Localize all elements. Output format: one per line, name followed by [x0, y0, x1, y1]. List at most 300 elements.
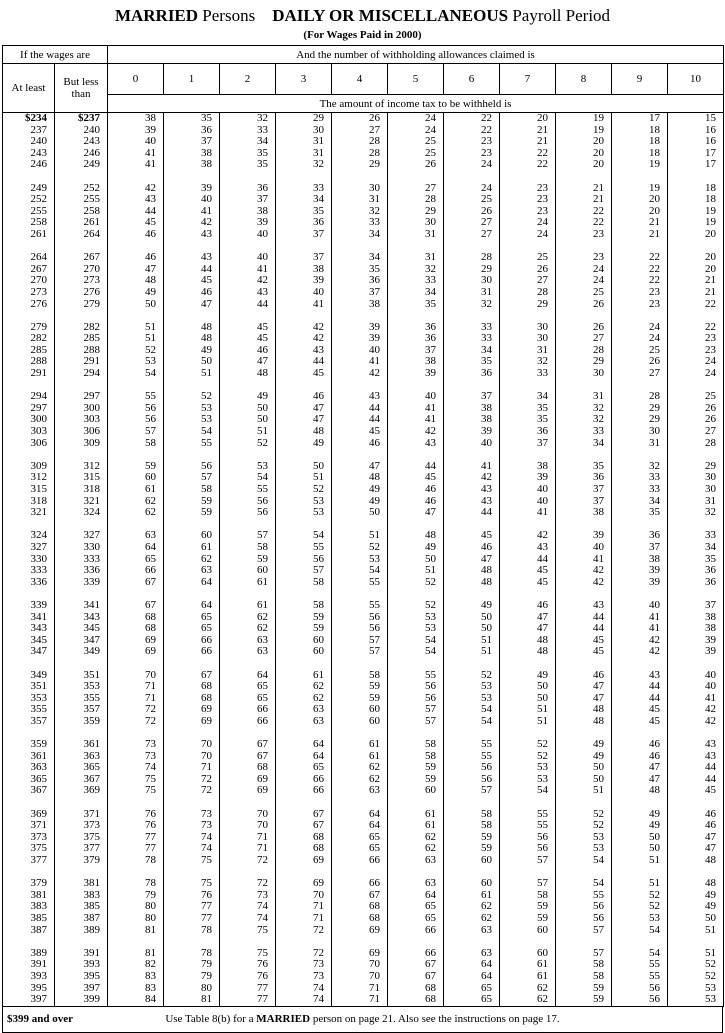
table-row — [164, 646, 219, 658]
cell-withholding-10: 18 — [705, 181, 716, 194]
cell-withholding-1: 77 — [201, 911, 212, 924]
table-row — [276, 577, 331, 589]
cell-at-least: 324 — [30, 529, 47, 542]
table-row — [500, 159, 555, 171]
table-row — [388, 159, 443, 171]
table-row — [108, 739, 163, 751]
cell-withholding-0: 60 — [145, 471, 156, 484]
cell-withholding-4: 33 — [369, 216, 380, 229]
cell-withholding-8: 57 — [593, 923, 604, 936]
cell-at-least: 369 — [30, 807, 47, 820]
cell-withholding-3: 74 — [313, 993, 324, 1006]
cell-withholding-10: 15 — [705, 112, 716, 124]
cell-withholding-5: 65 — [425, 900, 436, 913]
table-row — [108, 229, 163, 241]
cell-at-least: 246 — [30, 158, 47, 171]
cell-but-less-than: 395 — [83, 969, 100, 982]
table-row — [668, 681, 723, 693]
table-row — [444, 287, 499, 299]
cell-withholding-9: 18 — [649, 123, 660, 136]
cell-withholding-7: 24 — [537, 216, 548, 229]
cell-withholding-2: 64 — [257, 668, 268, 681]
cell-withholding-1: 66 — [201, 633, 212, 646]
cell-withholding-5: 57 — [425, 714, 436, 727]
cell-withholding-10: 25 — [705, 390, 716, 403]
table-row — [3, 159, 54, 171]
cell-withholding-9: 22 — [649, 274, 660, 287]
table-row — [164, 600, 219, 612]
cell-withholding-5: 31 — [425, 227, 436, 240]
cell-at-least: $234 — [25, 112, 47, 124]
cell-withholding-5: 24 — [425, 112, 436, 124]
table-row — [276, 623, 331, 635]
table-row — [332, 252, 387, 264]
cell-withholding-10: 51 — [705, 923, 716, 936]
cell-withholding-6: 43 — [481, 483, 492, 495]
cell-withholding-2: 35 — [257, 158, 268, 171]
allowance-column-4 — [332, 113, 388, 1007]
table-row — [276, 646, 331, 658]
cell-withholding-1: 60 — [201, 529, 212, 542]
title-payroll-period: DAILY OR MISCELLANEOUS — [272, 6, 509, 25]
table-row — [388, 565, 443, 577]
cell-withholding-2: 62 — [257, 622, 268, 635]
cell-withholding-2: 66 — [257, 714, 268, 727]
cell-withholding-9: 56 — [649, 993, 660, 1006]
cell-withholding-9: 27 — [649, 367, 660, 380]
cell-withholding-2: 34 — [257, 135, 268, 148]
table-row — [556, 785, 611, 797]
row-spacer — [500, 936, 555, 948]
cell-withholding-1: 59 — [201, 506, 212, 519]
table-row — [500, 542, 555, 554]
cell-withholding-4: 47 — [369, 459, 380, 472]
cell-withholding-5: 59 — [425, 772, 436, 785]
cell-withholding-10: 17 — [705, 158, 716, 171]
table-row — [500, 855, 555, 867]
cell-withholding-5: 33 — [425, 274, 436, 287]
table-row — [612, 716, 667, 728]
cell-but-less-than: 367 — [83, 772, 100, 785]
cell-withholding-0: 77 — [145, 830, 156, 843]
cell-withholding-6: 55 — [481, 749, 492, 762]
cell-withholding-4: 69 — [369, 946, 380, 959]
cell-withholding-6: 63 — [481, 923, 492, 936]
table-row — [55, 252, 107, 264]
cell-withholding-0: 69 — [145, 645, 156, 658]
table-row — [276, 252, 331, 264]
cell-withholding-4: 38 — [369, 297, 380, 310]
cell-withholding-2: 68 — [257, 761, 268, 774]
cell-withholding-4: 44 — [369, 401, 380, 414]
cell-withholding-0: 78 — [145, 854, 156, 866]
cell-withholding-6: 56 — [481, 761, 492, 774]
cell-withholding-2: 51 — [257, 425, 268, 438]
cell-but-less-than: 270 — [83, 262, 100, 275]
table-row — [3, 426, 54, 438]
cell-at-least: 393 — [30, 969, 47, 982]
table-row — [556, 287, 611, 299]
table-row — [220, 681, 275, 693]
cell-withholding-4: 56 — [369, 610, 380, 623]
cell-withholding-3: 63 — [313, 714, 324, 727]
cell-withholding-6: 65 — [481, 981, 492, 994]
table-row — [500, 925, 555, 937]
table-row — [332, 507, 387, 519]
cell-withholding-4: 34 — [369, 227, 380, 240]
cell-at-least: 291 — [30, 367, 47, 380]
cell-withholding-1: 44 — [201, 262, 212, 275]
cell-but-less-than: 327 — [83, 529, 100, 542]
table-row — [164, 994, 219, 1006]
table-row — [612, 623, 667, 635]
table-row — [444, 159, 499, 171]
cell-withholding-7: 49 — [537, 668, 548, 681]
table-row — [55, 542, 107, 554]
cell-withholding-3: 39 — [313, 274, 324, 287]
cell-withholding-4: 61 — [369, 738, 380, 751]
cell-withholding-9: 22 — [649, 251, 660, 264]
table-row — [276, 681, 331, 693]
cell-withholding-4: 36 — [369, 274, 380, 287]
table-row — [556, 159, 611, 171]
table-row — [612, 194, 667, 206]
cell-withholding-7: 41 — [537, 506, 548, 519]
cell-but-less-than: 389 — [83, 923, 100, 936]
cell-withholding-2: 55 — [257, 483, 268, 495]
table-row — [388, 484, 443, 496]
cell-withholding-5: 67 — [425, 969, 436, 982]
cell-withholding-10: 30 — [705, 471, 716, 484]
cell-withholding-2: 32 — [257, 112, 268, 124]
cell-withholding-7: 24 — [537, 227, 548, 240]
cell-withholding-5: 64 — [425, 888, 436, 901]
cell-withholding-4: 68 — [369, 911, 380, 924]
cell-at-least: 276 — [30, 297, 47, 310]
table-row — [276, 484, 331, 496]
cell-withholding-4: 70 — [369, 958, 380, 971]
table-row — [668, 855, 723, 867]
allowance-column-3 — [276, 113, 332, 1007]
cell-withholding-2: 61 — [257, 598, 268, 611]
cell-at-least: 255 — [30, 204, 47, 217]
table-row — [388, 438, 443, 450]
table-row — [332, 577, 387, 589]
row-spacer — [108, 936, 163, 948]
table-row — [108, 785, 163, 797]
cell-withholding-10: 52 — [705, 958, 716, 971]
cell-but-less-than: 276 — [83, 285, 100, 298]
cell-withholding-6: 62 — [481, 900, 492, 913]
cell-withholding-0: 59 — [145, 459, 156, 472]
cell-withholding-6: 38 — [481, 401, 492, 414]
row-spacer — [612, 171, 667, 183]
table-row — [444, 194, 499, 206]
cell-withholding-1: 40 — [201, 193, 212, 206]
cell-withholding-7: 57 — [537, 877, 548, 890]
cell-but-less-than: 347 — [83, 633, 100, 646]
table-row — [55, 600, 107, 612]
cell-at-least: 397 — [30, 993, 47, 1006]
cell-withholding-1: 73 — [201, 807, 212, 820]
row-spacer — [668, 658, 723, 670]
cell-at-least: 294 — [30, 390, 47, 403]
cell-withholding-7: 52 — [537, 738, 548, 751]
cell-withholding-5: 50 — [425, 552, 436, 565]
table-row — [388, 623, 443, 635]
cell-but-less-than: 336 — [83, 564, 100, 577]
cell-withholding-0: 83 — [145, 981, 156, 994]
cell-at-least: 315 — [30, 483, 47, 495]
cell-withholding-8: 55 — [593, 888, 604, 901]
table-row — [108, 959, 163, 971]
cell-withholding-0: 39 — [145, 123, 156, 136]
cell-withholding-5: 32 — [425, 262, 436, 275]
table-row — [276, 994, 331, 1006]
table-row — [332, 565, 387, 577]
cell-withholding-2: 75 — [257, 946, 268, 959]
cell-withholding-5: 28 — [425, 193, 436, 206]
cell-but-less-than: 343 — [83, 610, 100, 623]
table-row — [55, 507, 107, 519]
table-row — [164, 971, 219, 983]
cell-withholding-6: 32 — [481, 297, 492, 310]
cell-withholding-10: 42 — [705, 703, 716, 716]
cell-withholding-7: 53 — [537, 761, 548, 774]
cell-withholding-6: 51 — [481, 645, 492, 658]
cell-but-less-than: $237 — [78, 112, 100, 124]
table-row — [276, 507, 331, 519]
cell-withholding-5: 25 — [425, 146, 436, 159]
cell-at-least: 303 — [30, 425, 47, 438]
cell-but-less-than: 383 — [83, 888, 100, 901]
cell-withholding-2: 74 — [257, 911, 268, 924]
cell-withholding-1: 43 — [201, 227, 212, 240]
cell-withholding-3: 58 — [313, 598, 324, 611]
cell-withholding-4: 28 — [369, 135, 380, 148]
cell-withholding-7: 23 — [537, 193, 548, 206]
cell-withholding-3: 37 — [313, 227, 324, 240]
table-row — [164, 113, 219, 125]
table-row — [500, 600, 555, 612]
cell-withholding-8: 51 — [593, 784, 604, 797]
cell-withholding-1: 51 — [201, 367, 212, 380]
cell-withholding-10: 43 — [705, 738, 716, 751]
cell-withholding-2: 77 — [257, 981, 268, 994]
cell-withholding-0: 52 — [145, 343, 156, 356]
table-row — [3, 959, 54, 971]
cell-withholding-9: 50 — [649, 830, 660, 843]
cell-withholding-2: 50 — [257, 413, 268, 426]
cell-withholding-8: 37 — [593, 483, 604, 495]
cell-but-less-than: 315 — [83, 471, 100, 484]
table-row — [500, 623, 555, 635]
cell-withholding-3: 49 — [313, 436, 324, 449]
if-wages-header: If the wages are — [3, 46, 108, 64]
cell-at-least: 349 — [30, 668, 47, 681]
cell-withholding-6: 48 — [481, 564, 492, 577]
cell-withholding-10: 39 — [705, 633, 716, 646]
cell-withholding-6: 50 — [481, 610, 492, 623]
cell-withholding-9: 51 — [649, 854, 660, 866]
cell-withholding-6: 50 — [481, 622, 492, 635]
cell-withholding-2: 69 — [257, 784, 268, 797]
table-row — [500, 438, 555, 450]
cell-withholding-1: 37 — [201, 135, 212, 148]
cell-withholding-3: 54 — [313, 529, 324, 542]
table-row — [276, 299, 331, 311]
cell-withholding-7: 57 — [537, 854, 548, 866]
cell-withholding-2: 65 — [257, 691, 268, 704]
table-row — [3, 925, 54, 937]
cell-withholding-3: 32 — [313, 158, 324, 171]
cell-withholding-2: 50 — [257, 401, 268, 414]
cell-withholding-3: 34 — [313, 193, 324, 206]
table-row — [444, 959, 499, 971]
cell-withholding-7: 60 — [537, 923, 548, 936]
cell-withholding-9: 28 — [649, 390, 660, 403]
row-spacer — [220, 171, 275, 183]
cell-withholding-9: 54 — [649, 923, 660, 936]
cell-withholding-10: 36 — [705, 564, 716, 577]
cell-withholding-5: 41 — [425, 413, 436, 426]
table-row — [3, 646, 54, 658]
cell-withholding-0: 45 — [145, 216, 156, 229]
cell-withholding-7: 59 — [537, 900, 548, 913]
table-row — [164, 542, 219, 554]
table-row — [164, 159, 219, 171]
cell-withholding-4: 60 — [369, 703, 380, 716]
table-row — [220, 542, 275, 554]
cell-withholding-0: 83 — [145, 969, 156, 982]
cell-withholding-5: 60 — [425, 784, 436, 797]
cell-withholding-2: 73 — [257, 888, 268, 901]
allowances-header: And the number of withholding allowances claimed is — [108, 46, 724, 64]
table-row — [108, 681, 163, 693]
cell-withholding-5: 52 — [425, 575, 436, 588]
row-spacer — [108, 797, 163, 809]
row-spacer — [220, 797, 275, 809]
but-less-values — [55, 113, 107, 1006]
cell-withholding-2: 42 — [257, 274, 268, 287]
cell-withholding-7: 52 — [537, 749, 548, 762]
cell-withholding-8: 47 — [593, 680, 604, 693]
cell-withholding-9: 42 — [649, 633, 660, 646]
cell-at-least: 361 — [30, 749, 47, 762]
cell-withholding-1: 69 — [201, 703, 212, 716]
cell-withholding-2: 44 — [257, 297, 268, 310]
cell-withholding-2: 67 — [257, 749, 268, 762]
table-row — [444, 623, 499, 635]
cell-withholding-3: 35 — [313, 204, 324, 217]
row-spacer — [108, 171, 163, 183]
row-spacer — [388, 171, 443, 183]
cell-withholding-4: 54 — [369, 564, 380, 577]
table-row — [444, 426, 499, 438]
cell-withholding-6: 47 — [481, 552, 492, 565]
table-row — [276, 716, 331, 728]
cell-at-least: 243 — [30, 146, 47, 159]
table-row — [220, 159, 275, 171]
table-row — [164, 194, 219, 206]
table-row — [276, 855, 331, 867]
table-row — [108, 194, 163, 206]
cell-withholding-6: 64 — [481, 969, 492, 982]
cell-withholding-2: 49 — [257, 390, 268, 403]
row-spacer — [276, 936, 331, 948]
cell-withholding-1: 81 — [201, 993, 212, 1006]
table-row — [500, 252, 555, 264]
table-row — [612, 542, 667, 554]
cell-withholding-2: 46 — [257, 343, 268, 356]
cell-withholding-8: 45 — [593, 633, 604, 646]
cell-withholding-1: 48 — [201, 332, 212, 345]
cell-withholding-9: 19 — [649, 158, 660, 171]
cell-withholding-9: 21 — [649, 216, 660, 229]
cell-withholding-0: 73 — [145, 738, 156, 751]
cell-withholding-2: 33 — [257, 123, 268, 136]
cell-withholding-7: 21 — [537, 135, 548, 148]
table-footer — [2, 1007, 723, 1033]
table-row — [556, 507, 611, 519]
cell-withholding-5: 45 — [425, 471, 436, 484]
cell-withholding-7: 33 — [537, 367, 548, 380]
cell-at-least: 367 — [30, 784, 47, 797]
table-row — [500, 484, 555, 496]
cell-withholding-8: 43 — [593, 598, 604, 611]
cell-withholding-9: 46 — [649, 749, 660, 762]
cell-withholding-2: 35 — [257, 146, 268, 159]
table-row — [556, 438, 611, 450]
cell-withholding-10: 17 — [705, 146, 716, 159]
cell-withholding-3: 30 — [313, 123, 324, 136]
cell-withholding-0: 80 — [145, 911, 156, 924]
table-row — [668, 507, 723, 519]
but-less-column — [55, 113, 108, 1007]
cell-withholding-0: 41 — [145, 146, 156, 159]
table-row — [55, 959, 107, 971]
cell-withholding-5: 29 — [425, 204, 436, 217]
cell-withholding-10: 19 — [705, 204, 716, 217]
table-row — [55, 426, 107, 438]
cell-withholding-10: 52 — [705, 969, 716, 982]
table-row — [388, 959, 443, 971]
table-row — [108, 438, 163, 450]
table-row — [388, 855, 443, 867]
cell-withholding-4: 58 — [369, 668, 380, 681]
cell-withholding-0: 70 — [145, 668, 156, 681]
cell-withholding-2: 76 — [257, 969, 268, 982]
table-row — [388, 577, 443, 589]
table-row — [668, 287, 723, 299]
cell-withholding-1: 78 — [201, 946, 212, 959]
cell-withholding-1: 72 — [201, 784, 212, 797]
table-row — [108, 994, 163, 1006]
cell-but-less-than: 375 — [83, 830, 100, 843]
cell-withholding-2: 71 — [257, 842, 268, 855]
at-least-values — [3, 113, 54, 1006]
table-row — [500, 681, 555, 693]
cell-withholding-6: 41 — [481, 459, 492, 472]
table-row — [164, 565, 219, 577]
table-row — [276, 287, 331, 299]
page-subtitle: (For Wages Paid in 2000) — [303, 29, 422, 41]
cell-withholding-1: 46 — [201, 285, 212, 298]
table-row — [612, 368, 667, 380]
cell-withholding-4: 61 — [369, 749, 380, 762]
cell-at-least: 297 — [30, 401, 47, 414]
cell-withholding-7: 28 — [537, 285, 548, 298]
